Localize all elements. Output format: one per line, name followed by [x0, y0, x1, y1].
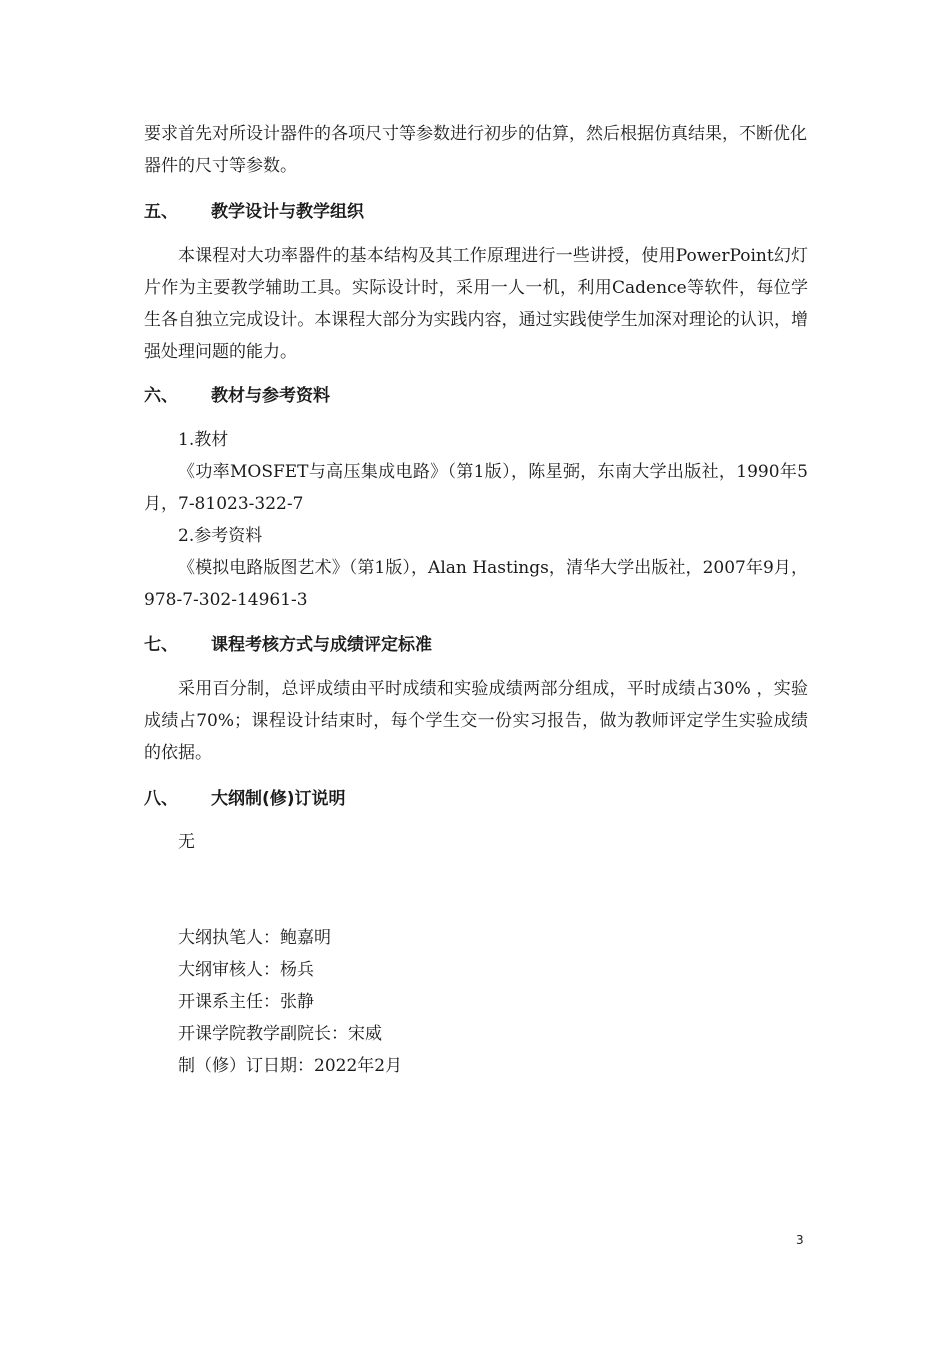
textbook-entry: 《功率MOSFET与高压集成电路》（第1版），陈星弼，东南大学出版社，1990年5月，7-81023-322-7 — [144, 462, 808, 514]
section-6-heading — [144, 384, 330, 408]
reference-entry: 《模拟电路版图艺术》（第1版），Alan Hastings，清华大学出版社，2007年9月，978-7-302-14961-3 — [144, 558, 808, 610]
section-5-heading — [144, 200, 364, 224]
syllabus-author: 大纲执笔人：鲍嘉明 — [178, 928, 331, 948]
textbook-label: 1.教材 — [178, 430, 229, 450]
section-5-title: 教学设计与教学组织 — [211, 202, 364, 222]
section-8-number: 八、 — [144, 789, 178, 809]
signature-block — [178, 922, 402, 1082]
revision-date: 制（修）订日期：2022年2月 — [178, 1056, 403, 1076]
section-6-number: 六、 — [144, 386, 178, 406]
section-7-title: 课程考核方式与成绩评定标准 — [211, 635, 432, 655]
section-8-heading — [144, 787, 346, 811]
section-6-references — [144, 424, 808, 616]
section-8-title: 大纲制(修)订说明 — [211, 789, 346, 809]
section-8-paragraph: 无 — [178, 832, 195, 852]
department-head: 开课系主任：张静 — [178, 992, 314, 1012]
section-7-paragraph: 采用百分制，总评成绩由平时成绩和实验成绩两部分组成，平时成绩占30% ，实验成绩占70%；课程设计结束时，每个学生交一份实习报告，做为教师评定学生实验成绩的依据。 — [144, 679, 808, 763]
section-7-number: 七、 — [144, 635, 178, 655]
vice-dean: 开课学院教学副院长：宋威 — [178, 1024, 382, 1044]
syllabus-reviewer: 大纲审核人：杨兵 — [178, 960, 314, 980]
section-5-paragraph: 本课程对大功率器件的基本结构及其工作原理进行一些讲授，使用PowerPoint幻灯片作为主要教学辅助工具。实际设计时，采用一人一机，利用Cadence等软件，每位学生各自独立完成设计。本课程大部分为实践内容，通过实践使学生加深对理论的认识，增强处理问题的能力。 — [144, 246, 808, 362]
reference-label: 2.参考资料 — [178, 526, 263, 546]
intro-paragraph: 要求首先对所设计器件的各项尺寸等参数进行初步的估算，然后根据仿真结果，不断优化器件的尺寸等参数。 — [144, 124, 807, 176]
page-number: 3 — [796, 1233, 804, 1247]
section-6-title: 教材与参考资料 — [211, 386, 330, 406]
section-5-number: 五、 — [144, 202, 178, 222]
section-7-heading — [144, 633, 432, 657]
